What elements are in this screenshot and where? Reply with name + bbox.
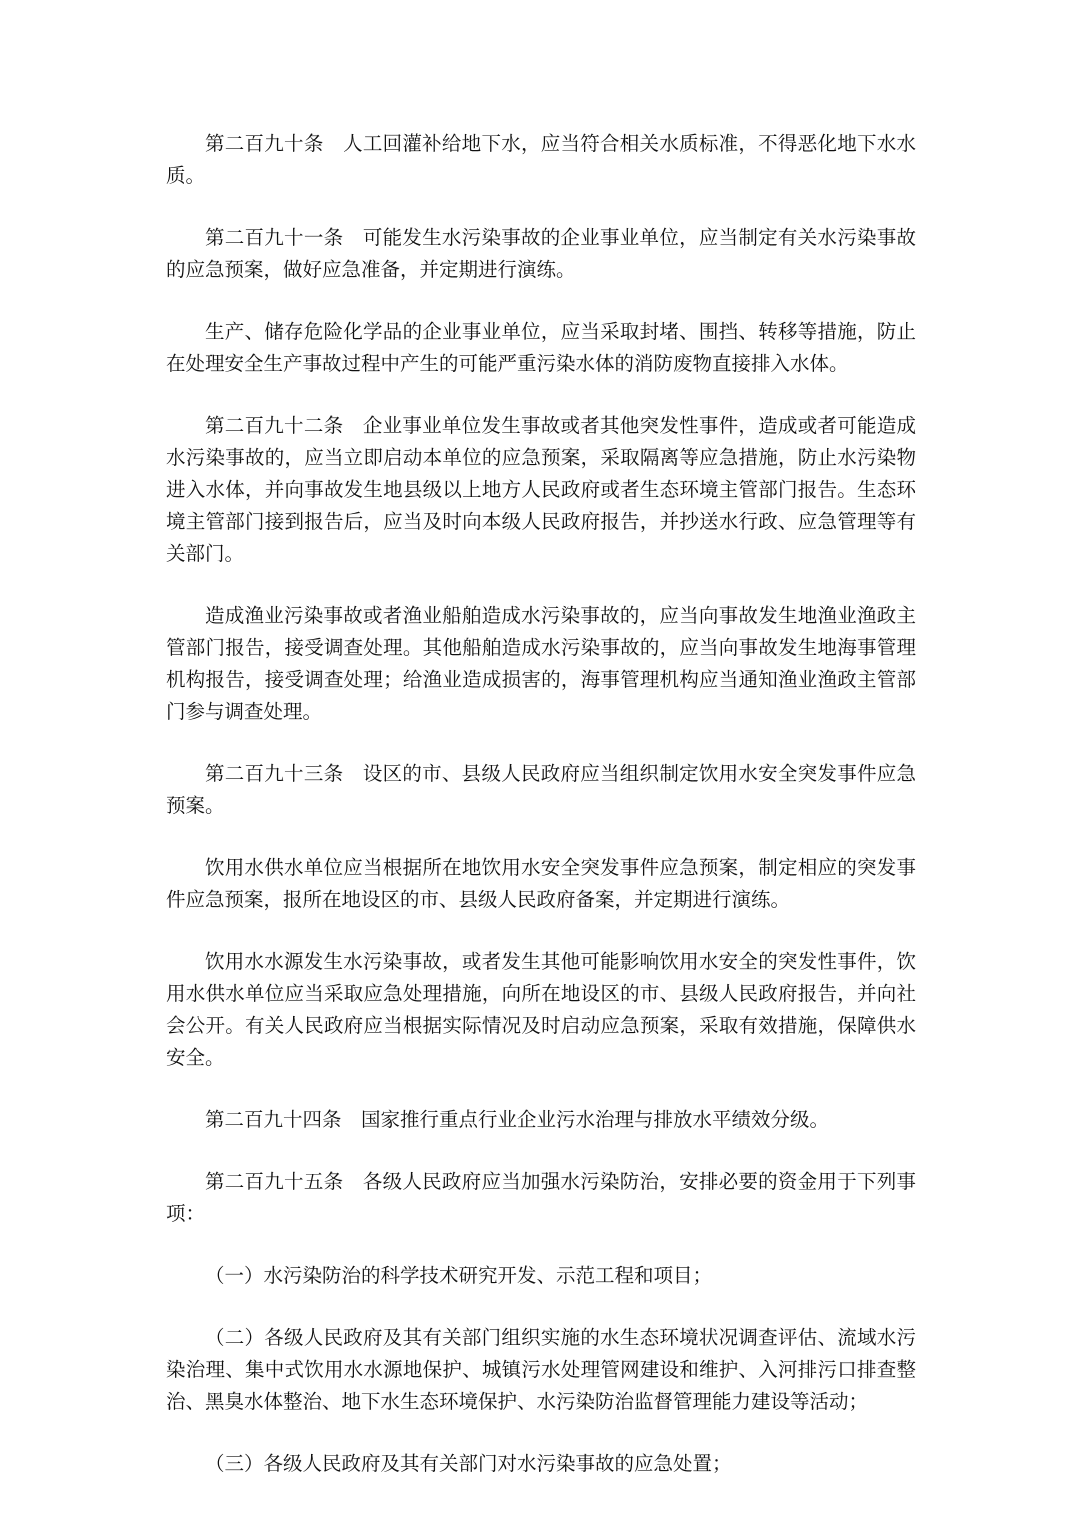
article-number: 第二百九十二条 (205, 414, 344, 437)
paragraph-12 (166, 1322, 916, 1418)
paragraph-text: 饮用水水源发生水污染事故，或者发生其他可能影响饮用水安全的突发性事件，饮用水供水单位应当采取应急处理措施，向所在地设区的市、县级人民政府报告，并向社会公开。有关人民政府应当根据实际情况及时启动应急预案，采取有效措施，保障供水安全。 (166, 950, 916, 1069)
paragraph-text: （一）水污染防治的科学技术研究开发、示范工程和项目； (205, 1264, 713, 1287)
document-body (166, 128, 916, 1510)
paragraph-5 (166, 600, 916, 728)
paragraph-text: 造成渔业污染事故或者渔业船舶造成水污染事故的，应当向事故发生地渔业渔政主管部门报告，接受调查处理。其他船舶造成水污染事故的，应当向事故发生地海事管理机构报告，接受调查处理；给渔业造成损害的，海事管理机构应当通知渔业渔政主管部门参与调查处理。 (166, 604, 916, 723)
paragraph-6 (166, 758, 916, 822)
paragraph-text: 企业事业单位发生事故或者其他突发性事件，造成或者可能造成水污染事故的，应当立即启动本单位的应急预案，采取隔离等应急措施，防止水污染物进入水体，并向事故发生地县级以上地方人民政府或者生态环境主管部门报告。生态环境主管部门接到报告后，应当及时向本级人民政府报告，并抄送水行政、应急管理等有关部门。 (166, 414, 916, 565)
paragraph-1 (166, 128, 916, 192)
paragraph-9 (166, 1104, 916, 1136)
paragraph-10 (166, 1166, 916, 1230)
paragraph-text: 生产、储存危险化学品的企业事业单位，应当采取封堵、围挡、转移等措施，防止在处理安全生产事故过程中产生的可能严重污染水体的消防废物直接排入水体。 (166, 320, 916, 375)
paragraph-text: 国家推行重点行业企业污水治理与排放水平绩效分级。 (361, 1108, 830, 1131)
paragraph-text: 饮用水供水单位应当根据所在地饮用水安全突发事件应急预案，制定相应的突发事件应急预案，报所在地设区的市、县级人民政府备案，并定期进行演练。 (166, 856, 916, 911)
paragraph-3 (166, 316, 916, 380)
article-number: 第二百九十一条 (205, 226, 344, 249)
article-number: 第二百九十四条 (205, 1108, 342, 1131)
paragraph-8 (166, 946, 916, 1074)
paragraph-2 (166, 222, 916, 286)
article-number: 第二百九十五条 (205, 1170, 344, 1193)
paragraph-text: 各级人民政府应当加强水污染防治，安排必要的资金用于下列事项： (166, 1170, 916, 1225)
paragraph-text: 人工回灌补给地下水，应当符合相关水质标准，不得恶化地下水水质。 (166, 132, 916, 187)
paragraph-11 (166, 1260, 916, 1292)
paragraph-text: 设区的市、县级人民政府应当组织制定饮用水安全突发事件应急预案。 (166, 762, 916, 817)
article-number: 第二百九十条 (205, 132, 324, 155)
paragraph-7 (166, 852, 916, 916)
paragraph-text: 可能发生水污染事故的企业事业单位，应当制定有关水污染事故的应急预案，做好应急准备，并定期进行演练。 (166, 226, 916, 281)
paragraph-4 (166, 410, 916, 570)
paragraph-13 (166, 1448, 916, 1480)
paragraph-text: （三）各级人民政府及其有关部门对水污染事故的应急处置； (205, 1452, 732, 1475)
paragraph-text: （二）各级人民政府及其有关部门组织实施的水生态环境状况调查评估、流域水污染治理、集中式饮用水水源地保护、城镇污水处理管网建设和维护、入河排污口排查整治、黑臭水体整治、地下水生态环境保护、水污染防治监督管理能力建设等活动； (166, 1326, 916, 1413)
article-number: 第二百九十三条 (205, 762, 344, 785)
